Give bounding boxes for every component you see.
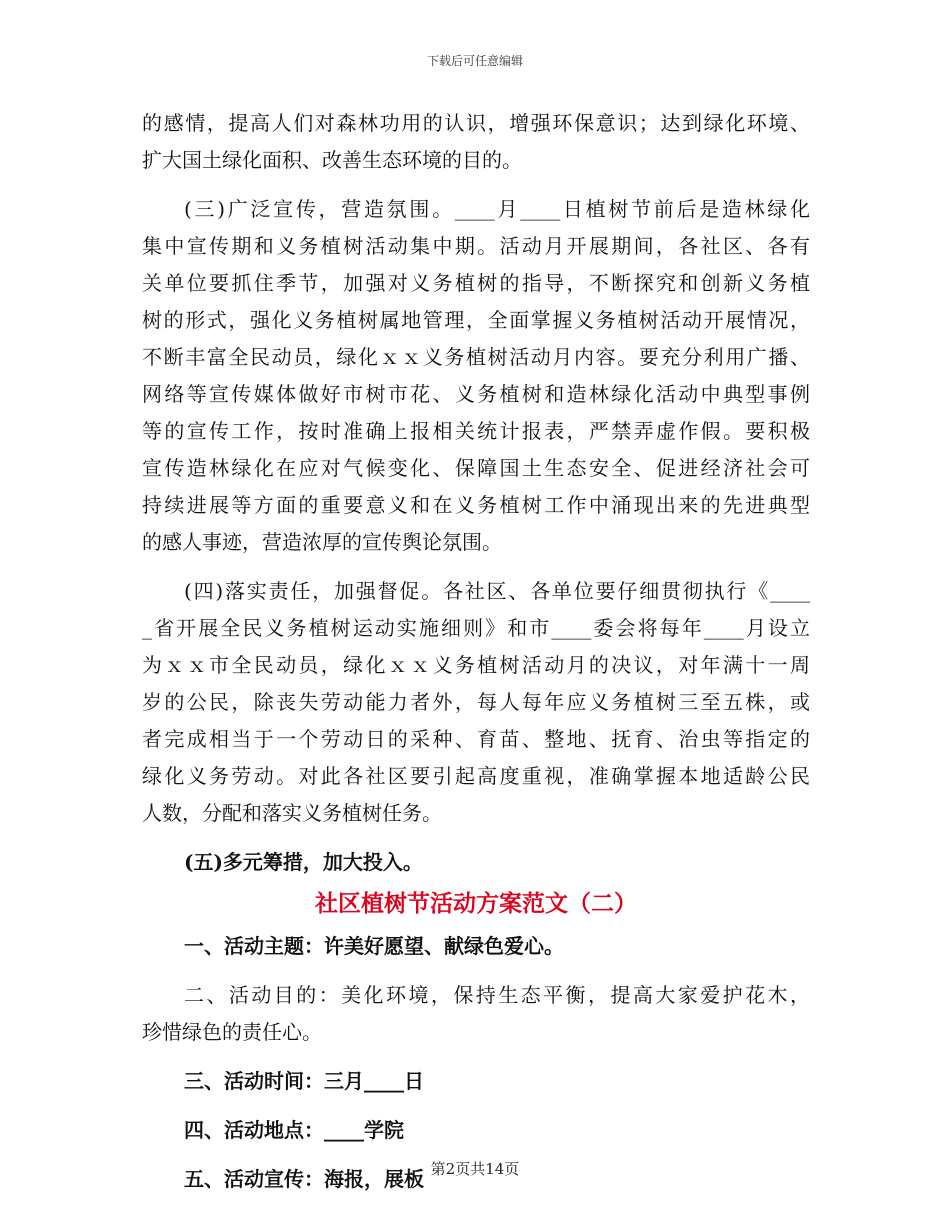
text-line: 关单位要抓住季节，加强对义务植树的指导，不断探究和创新义务植 <box>142 271 810 295</box>
activity-time: 三、活动时间：三月____日 <box>184 1069 424 1093</box>
text-line: 的感人事迹，营造浓厚的宣传舆论氛围。 <box>142 530 502 554</box>
text-line: 绿化义务劳动。对此各社区要引起高度重视，准确掌握本地适龄公民 <box>142 764 810 788</box>
text-line: 扩大国土绿化面积、改善生态环境的目的。 <box>142 148 522 172</box>
text-line: 岁的公民，除丧失劳动能力者外，每人每年应义务植树三至五株，或 <box>142 690 810 714</box>
text-line: 不断丰富全民动员，绿化ｘｘ义务植树活动月内容。要充分利用广播、 <box>142 345 810 369</box>
page-header: 下载后可任意编辑 <box>426 54 523 68</box>
activity-theme: 一、活动主题：许美好愿望、献绿色爱心。 <box>184 934 564 958</box>
text-line: 为ｘｘ市全民动员，绿化ｘｘ义务植树活动月的决议，对年满十一周 <box>142 653 810 677</box>
text-line: (三)广泛宣传，营造氛围。____月____日植树节前后是造林绿化 <box>184 197 810 221</box>
text-line: 宣传造林绿化在应对气候变化、保障国土生态安全、促进经济社会可 <box>142 456 810 480</box>
activity-promo: 五、活动宣传：海报，展板 <box>184 1167 424 1191</box>
text-line: 集中宣传期和义务植树活动集中期。活动月开展期间，各社区、各有 <box>142 234 810 258</box>
text-line: 珍惜绿色的责任心。 <box>142 1020 322 1044</box>
text-line: 者完成相当于一个劳动日的采种、育苗、整地、抚育、治虫等指定的 <box>142 727 810 751</box>
text-line: 树的形式，强化义务植树属地管理，全面掌握义务植树活动开展情况， <box>142 308 810 332</box>
activity-place: 四、活动地点：____学院 <box>184 1118 404 1142</box>
text-line: (四)落实责任，加强督促。各社区、各单位要仔细贯彻执行《____ <box>184 579 810 603</box>
text-line: _省开展全民义务植树运动实施细则》和市____委会将每年____月设立 <box>142 616 810 640</box>
text-line: 持续进展等方面的重要意义和在义务植树工作中涌现出来的先进典型 <box>142 493 810 517</box>
paragraph-3 <box>142 573 810 832</box>
text-line: 等的宣传工作，按时准确上报相关统计报表，严禁弄虚作假。要积极 <box>142 419 810 443</box>
text-line: 的感情，提高人们对森林功用的认识，增强环保意识；达到绿化环境、 <box>142 111 810 135</box>
document-body <box>142 105 810 1198</box>
document-title: 社区植树节活动方案范文（二） <box>315 890 637 917</box>
page-footer: 第2页共14页 <box>430 1160 520 1178</box>
text-line: 网络等宣传媒体做好市树市花、义务植树和造林绿化活动中典型事例 <box>142 382 810 406</box>
text-line: 人数，分配和落实义务植树任务。 <box>142 801 442 825</box>
paragraph-1 <box>142 105 810 179</box>
paragraph-2 <box>142 191 810 561</box>
activity-purpose <box>142 977 810 1051</box>
text-line: 二、活动目的：美化环境，保持生态平衡，提高大家爱护花木， <box>184 983 810 1007</box>
section-heading: (五)多元筹措，加大投入。 <box>184 850 423 874</box>
